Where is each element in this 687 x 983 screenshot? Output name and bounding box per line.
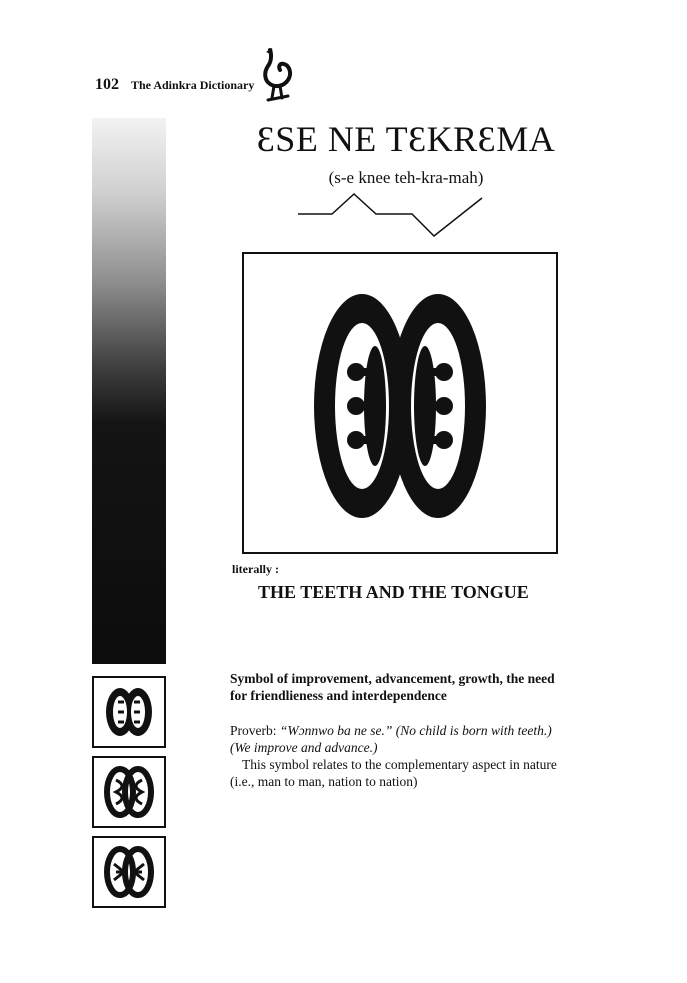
proverb-block (230, 722, 566, 790)
proverb-text: “Wɔnnwo ba ne se.” (No child is born with teeth.) (We improve and advance.) (230, 723, 552, 755)
book-title: The Adinkra Dictionary (131, 78, 255, 92)
ese-ne-tekrema-thumbnail-icon (98, 682, 160, 742)
proverb-label: Proverb: (230, 723, 277, 738)
ese-ne-tekrema-variant-thumbnail-icon (98, 842, 160, 902)
literal-translation: THE TEETH AND THE TONGUE (258, 582, 529, 602)
ese-ne-tekrema-variant-thumbnail-icon (98, 762, 160, 822)
entry-title: ƐSE NE TƐKRƐMA (256, 119, 556, 159)
symbol-frame (242, 252, 558, 554)
ese-ne-tekrema-symbol-icon (244, 254, 556, 552)
sidebar-thumbnail (92, 756, 166, 828)
sidebar-gradient-bar (92, 118, 166, 664)
proverb-paragraph (230, 722, 566, 756)
sidebar-thumbnail (92, 676, 166, 748)
sankofa-bird-icon (258, 46, 298, 104)
page-header (95, 76, 254, 94)
page-number: 102 (95, 76, 119, 93)
symbol-meaning: Symbol of improvement, advancement, growth, the need for friendlieness and interdependence (230, 671, 555, 703)
pronunciation-guide: (s-e knee teh-kra-mah) (328, 168, 484, 187)
sidebar-thumbnail (92, 836, 166, 908)
literally-label: literally : (232, 562, 279, 576)
tone-contour-icon (296, 190, 488, 242)
symbol-note: This symbol relates to the complementary aspect in nature (i.e., man to man, nation to nation) (230, 757, 557, 789)
